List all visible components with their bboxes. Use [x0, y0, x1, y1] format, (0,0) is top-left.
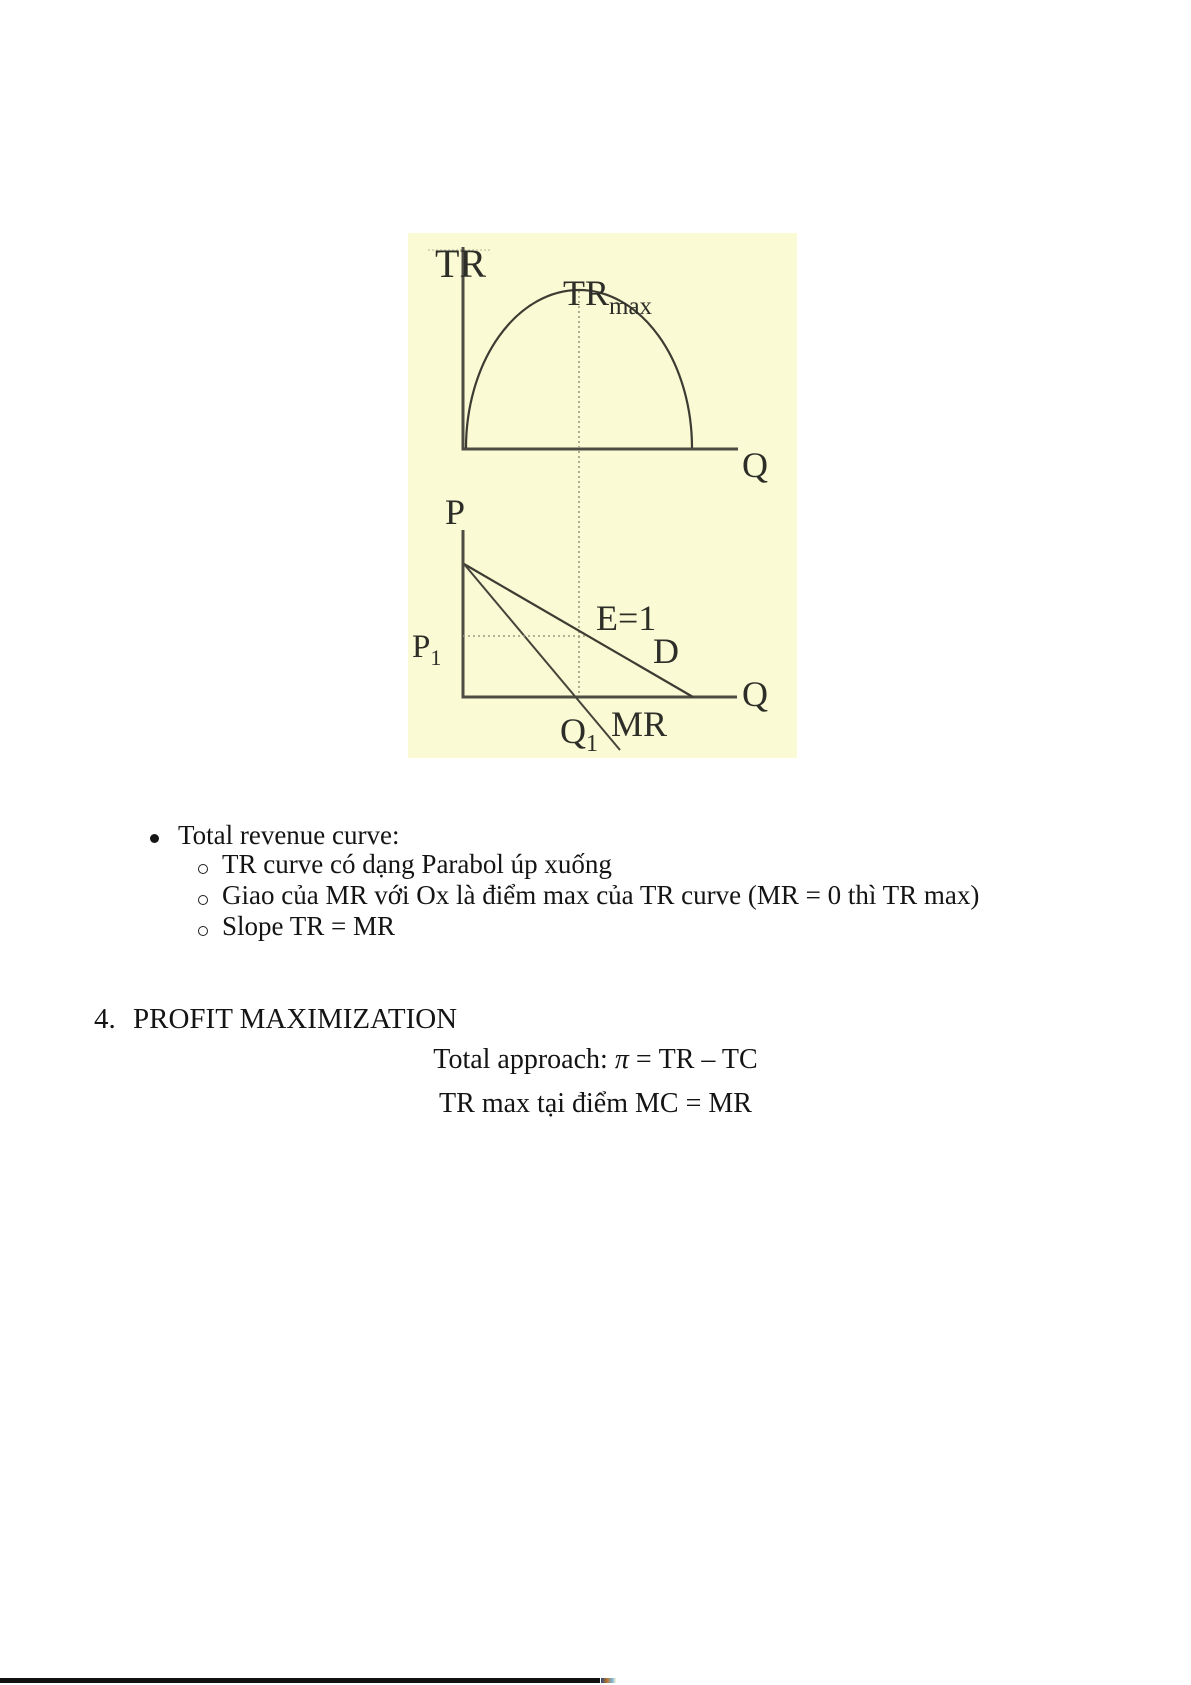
- bullet-main-text: Total revenue curve:: [178, 820, 400, 850]
- q-axis-label-top: Q: [742, 445, 768, 485]
- next-object-top-bar: [0, 1678, 600, 1683]
- formula-suffix: = TR – TC: [628, 1044, 758, 1075]
- p-axis-label: P: [445, 492, 466, 532]
- q1-label: $Q_1$: [560, 711, 598, 757]
- bullet-marker: [150, 834, 159, 843]
- sub-bullet-marker: [198, 926, 208, 936]
- sub-bullet-text: Giao của MR với Ox là điểm max của TR curve (MR = 0 thì TR max): [222, 880, 980, 910]
- formula-prefix: Total approach:: [433, 1044, 615, 1075]
- sub-bullet-marker: [198, 895, 208, 905]
- tr-axis-label: TR: [435, 241, 487, 286]
- section-title: PROFIT MAXIMIZATION: [133, 1003, 458, 1035]
- e1-label: E=1: [596, 598, 657, 638]
- p1-label: $P_1$: [412, 629, 442, 670]
- trmax-label: $TR_{max}$: [563, 273, 653, 320]
- formula-total-approach: [0, 1044, 1191, 1076]
- sub-bullet-text: TR curve có dạng Parabol úp xuống: [222, 849, 612, 879]
- figure-image: [408, 233, 797, 758]
- tr-curve: [466, 290, 692, 448]
- pi-symbol: π: [614, 1044, 629, 1075]
- sub-bullet-marker: [198, 864, 208, 874]
- q-axis-label-bottom: Q: [742, 674, 768, 714]
- formula-trmax-condition: TR max tại điểm MC = MR: [439, 1088, 752, 1119]
- next-object-color-sliver: [601, 1678, 616, 1683]
- section-number: 4.: [94, 1003, 116, 1035]
- tr-mr-diagram: [408, 233, 797, 758]
- mr-label: MR: [611, 704, 668, 744]
- demand-label: D: [653, 631, 679, 671]
- sub-bullet-text: Slope TR = MR: [222, 911, 396, 941]
- mr-curve: [464, 564, 620, 750]
